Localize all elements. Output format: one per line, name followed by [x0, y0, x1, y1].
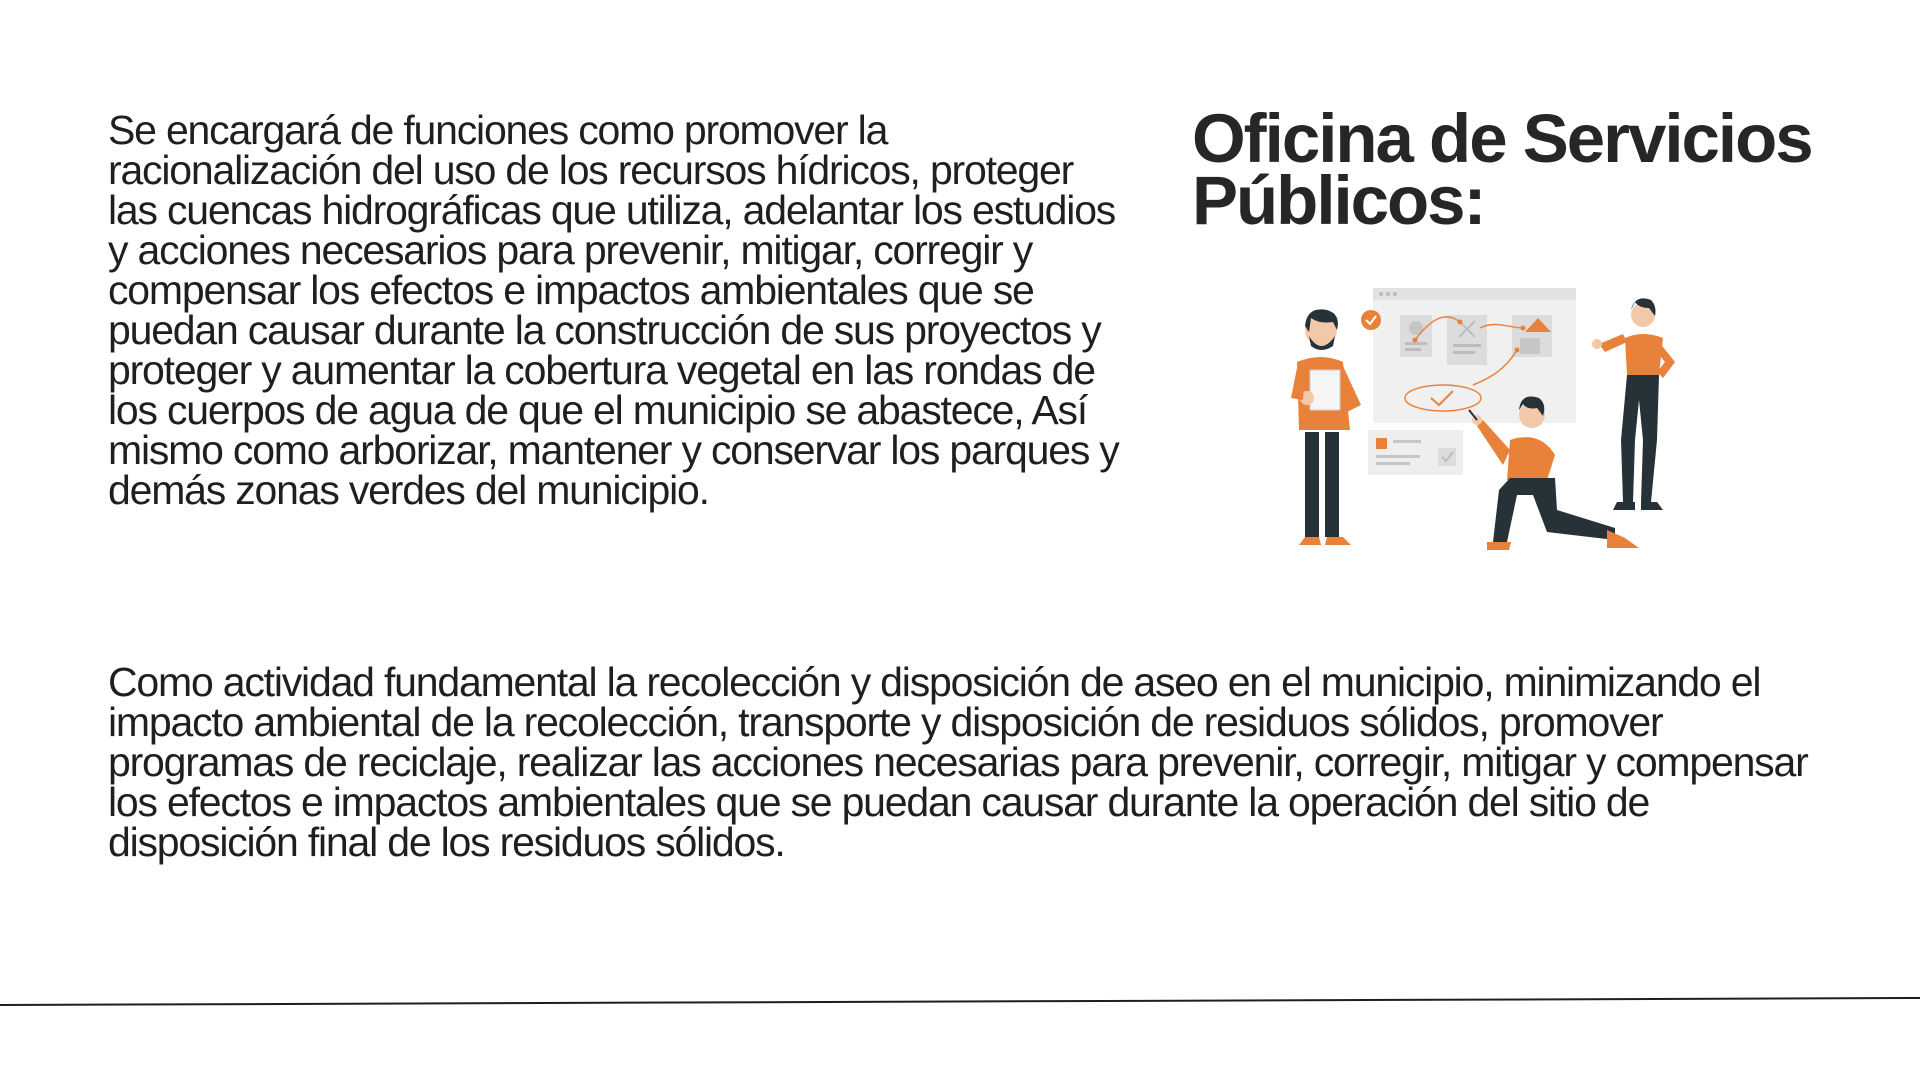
board-card-2 — [1447, 315, 1487, 365]
whiteboard-header — [1373, 288, 1576, 300]
description-paragraph-1: Se encargará de funciones como promover la racionalización del uso de los recursos hídricos, proteger las cuencas hidrográficas que utiliza, adelantar los estudios y acciones necesarios para prevenir, mitigar, corregir y compensar los efectos e impactos ambientales que se puedan causar durante la construcción de sus proyectos y proteger y aumentar la cobertura vegetal en las rondas de los cuerpos de agua de que el municipio se abastece, Así mismo como arborizar, mantener y conservar los parques y demás zonas verdes del municipio. — [108, 107, 1119, 513]
description-paragraph-2: Como actividad fundamental la recolección y disposición de aseo en el municipio, minimizando el impacto ambiental de la recolección, transporte y disposición de residuos sólidos, promover programas de reciclaje, realizar las acciones necesarias para prevenir, corregir, mitigar y compensar los efectos e impactos ambientales que se puedan causar durante la operación del sitio de disposición final de los residuos sólidos. — [108, 659, 1808, 865]
slide-title: Oficina de Servicios Públicos: — [1192, 100, 1812, 239]
team-planning-illustration — [1255, 280, 1755, 625]
check-badge-icon — [1361, 310, 1381, 330]
person-standing-woman — [1592, 298, 1675, 510]
person-standing-man — [1291, 309, 1361, 545]
bottom-divider-line — [0, 995, 1920, 1007]
